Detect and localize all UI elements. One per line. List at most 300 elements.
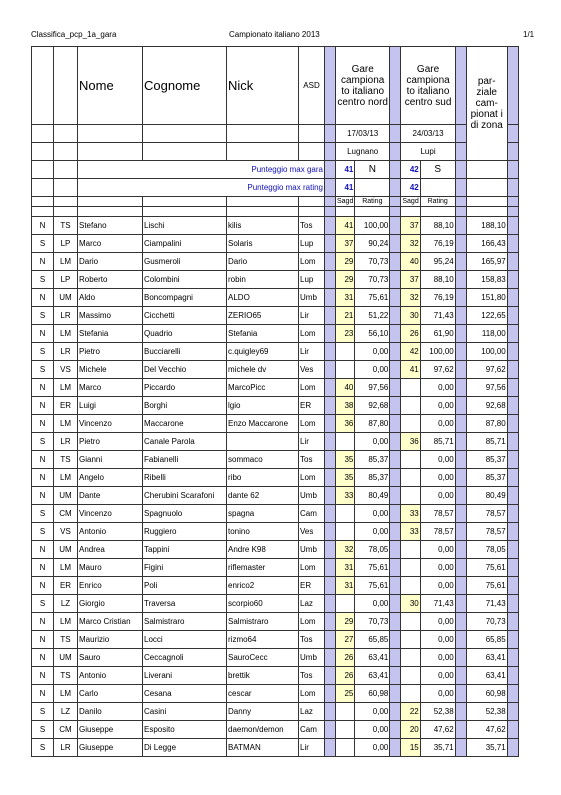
gara1-max-gara: 41 (336, 161, 355, 179)
column-separator (390, 631, 401, 649)
cell-gara2-rating: 0,00 (420, 577, 455, 595)
col-header-cognome: Cognome (143, 47, 227, 125)
column-separator (390, 541, 401, 559)
cell-nome: Angelo (78, 469, 143, 487)
column-separator (455, 577, 466, 595)
table-row (32, 379, 519, 397)
cell-nome: Massimo (78, 307, 143, 325)
cell-gara1-rating: 0,00 (355, 739, 390, 757)
cell-cognome: Locci (143, 631, 227, 649)
column-separator (325, 505, 336, 523)
cell-region: LM (54, 253, 78, 271)
cell-region: TS (54, 667, 78, 685)
cell-gara1-sagd (336, 433, 355, 451)
cell-region: LM (54, 379, 78, 397)
cell-cognome: Colombini (143, 271, 227, 289)
cell-nick: robin (227, 271, 299, 289)
column-separator (507, 271, 518, 289)
cell-asd: Umb (299, 289, 325, 307)
table-row (32, 649, 519, 667)
table-row (32, 469, 519, 487)
column-separator (507, 307, 518, 325)
cell-gara1-sagd: 26 (336, 667, 355, 685)
cell-zone: S (32, 703, 54, 721)
column-separator (325, 253, 336, 271)
cell-gara1-rating: 63,41 (355, 649, 390, 667)
gara1-zone: N (355, 161, 390, 179)
cell-gara1-sagd: 25 (336, 685, 355, 703)
cell-gara2-rating: 88,10 (420, 271, 455, 289)
cell-nick: Enzo Maccarone (227, 415, 299, 433)
cell-gara2-sagd (401, 487, 420, 505)
cell-nome: Giorgio (78, 595, 143, 613)
cell-gara1-rating: 0,00 (355, 343, 390, 361)
column-separator (390, 559, 401, 577)
cell-nome: Andrea (78, 541, 143, 559)
cell-nome: Giuseppe (78, 739, 143, 757)
standings-table (31, 46, 519, 757)
column-separator (507, 433, 518, 451)
cell-gara1-sagd: 35 (336, 469, 355, 487)
cell-cognome: Traversa (143, 595, 227, 613)
col-header-nome: Nome (78, 47, 143, 125)
cell-gara2-rating: 0,00 (420, 415, 455, 433)
cell-gara1-sagd (336, 523, 355, 541)
cell-asd: Tos (299, 667, 325, 685)
column-separator (390, 469, 401, 487)
table-row (32, 577, 519, 595)
cell-asd: Lir (299, 433, 325, 451)
cell-zone: S (32, 523, 54, 541)
column-separator (507, 487, 518, 505)
cell-gara1-rating: 70,73 (355, 613, 390, 631)
cell-total: 118,00 (466, 325, 507, 343)
gara1-place: Lugnano (336, 143, 390, 161)
table-row (32, 667, 519, 685)
cell-total: 158,83 (466, 271, 507, 289)
column-separator (325, 649, 336, 667)
table-row (32, 397, 519, 415)
cell-nome: Michele (78, 361, 143, 379)
cell-gara2-rating: 0,00 (420, 541, 455, 559)
table-row (32, 235, 519, 253)
column-separator (325, 235, 336, 253)
cell-gara2-rating: 97,62 (420, 361, 455, 379)
cell-asd: Umb (299, 649, 325, 667)
cell-zone: N (32, 289, 54, 307)
cell-cognome: Maccarone (143, 415, 227, 433)
cell-gara2-rating: 0,00 (420, 649, 455, 667)
cell-gara1-rating: 70,73 (355, 271, 390, 289)
cell-nick (227, 433, 299, 451)
table-row (32, 217, 519, 235)
column-separator (507, 595, 518, 613)
cell-region: LR (54, 307, 78, 325)
cell-region: ER (54, 397, 78, 415)
cell-zone: S (32, 505, 54, 523)
table-row (32, 595, 519, 613)
cell-gara2-rating: 35,71 (420, 739, 455, 757)
column-separator (455, 613, 466, 631)
column-separator (507, 613, 518, 631)
cell-nick: BATMAN (227, 739, 299, 757)
cell-zone: N (32, 667, 54, 685)
column-separator (325, 469, 336, 487)
cell-asd: Lom (299, 469, 325, 487)
cell-gara2-sagd (401, 541, 420, 559)
column-separator (325, 451, 336, 469)
cell-nome: Marco (78, 379, 143, 397)
cell-zone: S (32, 271, 54, 289)
gara2-place: Lupi (401, 143, 455, 161)
column-separator (390, 325, 401, 343)
cell-total: 85,37 (466, 451, 507, 469)
column-separator (325, 595, 336, 613)
column-separator (455, 451, 466, 469)
cell-nome: Gianni (78, 451, 143, 469)
cell-gara1-sagd: 23 (336, 325, 355, 343)
cell-gara2-sagd (401, 631, 420, 649)
cell-region: ER (54, 577, 78, 595)
column-separator (507, 415, 518, 433)
max-gara-label: Punteggio max gara (78, 161, 325, 179)
column-separator (390, 433, 401, 451)
cell-total: 87,80 (466, 415, 507, 433)
cell-gara1-rating: 85,37 (355, 451, 390, 469)
column-separator (455, 253, 466, 271)
cell-gara1-sagd: 29 (336, 271, 355, 289)
cell-gara2-sagd: 37 (401, 271, 420, 289)
cell-nome: Pietro (78, 343, 143, 361)
cell-gara1-sagd: 41 (336, 217, 355, 235)
cell-total: 85,37 (466, 469, 507, 487)
column-separator (507, 559, 518, 577)
cell-nome: Danilo (78, 703, 143, 721)
page-number: 1/1 (523, 30, 535, 39)
cell-gara1-sagd: 36 (336, 415, 355, 433)
cell-gara1-rating: 92,68 (355, 397, 390, 415)
column-separator (455, 505, 466, 523)
cell-asd: Cam (299, 505, 325, 523)
cell-gara1-rating: 0,00 (355, 433, 390, 451)
table-row (32, 523, 519, 541)
table-row (32, 325, 519, 343)
column-separator (455, 685, 466, 703)
cell-gara1-rating: 100,00 (355, 217, 390, 235)
cell-gara2-sagd: 41 (401, 361, 420, 379)
cell-asd: Umb (299, 487, 325, 505)
cell-region: LZ (54, 595, 78, 613)
table-header (32, 47, 519, 217)
document-name: Classifica_pcp_1a_gara (31, 30, 117, 39)
cell-gara1-rating: 0,00 (355, 595, 390, 613)
cell-cognome: Cicchetti (143, 307, 227, 325)
column-separator (390, 523, 401, 541)
cell-nick: Andre K98 (227, 541, 299, 559)
table-row (32, 559, 519, 577)
cell-nome: Stefania (78, 325, 143, 343)
column-separator (390, 253, 401, 271)
cell-gara2-sagd (401, 451, 420, 469)
cell-region: VS (54, 523, 78, 541)
cell-gara1-rating: 63,41 (355, 667, 390, 685)
gara2-max-gara: 42 (401, 161, 420, 179)
gara2-max-rating: 42 (401, 179, 420, 197)
cell-nome: Vincenzo (78, 505, 143, 523)
cell-cognome: Ceccagnoli (143, 649, 227, 667)
column-separator (390, 397, 401, 415)
cell-asd: Tos (299, 631, 325, 649)
cell-gara1-sagd (336, 343, 355, 361)
cell-nick: daemon/demon (227, 721, 299, 739)
column-separator (325, 379, 336, 397)
cell-asd: Lom (299, 253, 325, 271)
cell-nick: enrico2 (227, 577, 299, 595)
table-row (32, 253, 519, 271)
cell-cognome: Poli (143, 577, 227, 595)
column-separator (390, 487, 401, 505)
cell-total: 97,62 (466, 361, 507, 379)
table-row (32, 289, 519, 307)
zona-header: par-ziale cam-pionat i di zona (466, 47, 507, 161)
cell-region: UM (54, 289, 78, 307)
column-separator (390, 649, 401, 667)
cell-cognome: Ciampalini (143, 235, 227, 253)
cell-cognome: Del Vecchio (143, 361, 227, 379)
cell-total: 92,68 (466, 397, 507, 415)
cell-total: 188,10 (466, 217, 507, 235)
cell-gara1-rating: 0,00 (355, 361, 390, 379)
column-separator (325, 217, 336, 235)
table-row (32, 433, 519, 451)
cell-gara1-rating: 0,00 (355, 703, 390, 721)
cell-cognome: Di Legge (143, 739, 227, 757)
cell-gara2-sagd (401, 667, 420, 685)
cell-gara1-sagd: 31 (336, 559, 355, 577)
cell-cognome: Ruggiero (143, 523, 227, 541)
cell-total: 35,71 (466, 739, 507, 757)
column-separator (455, 307, 466, 325)
cell-gara2-sagd: 33 (401, 505, 420, 523)
cell-nick: cescar (227, 685, 299, 703)
cell-nome: Carlo (78, 685, 143, 703)
cell-gara1-sagd (336, 595, 355, 613)
cell-gara2-rating: 0,00 (420, 613, 455, 631)
cell-asd: Lom (299, 685, 325, 703)
cell-gara2-sagd: 15 (401, 739, 420, 757)
cell-gara2-sagd: 20 (401, 721, 420, 739)
column-separator (325, 559, 336, 577)
cell-cognome: Canale Parola (143, 433, 227, 451)
cell-nome: Luigi (78, 397, 143, 415)
cell-total: 80,49 (466, 487, 507, 505)
column-separator (507, 253, 518, 271)
cell-gara2-sagd (401, 559, 420, 577)
cell-zone: N (32, 325, 54, 343)
cell-nick: sommaco (227, 451, 299, 469)
cell-gara1-rating: 97,56 (355, 379, 390, 397)
gara1-rating-header: Rating (355, 197, 390, 207)
cell-gara2-sagd: 30 (401, 307, 420, 325)
cell-gara1-sagd (336, 739, 355, 757)
cell-gara1-rating: 80,49 (355, 487, 390, 505)
column-separator (325, 397, 336, 415)
column-separator (507, 703, 518, 721)
cell-total: 65,85 (466, 631, 507, 649)
cell-asd: Lom (299, 415, 325, 433)
cell-region: LR (54, 433, 78, 451)
cell-cognome: Ribelli (143, 469, 227, 487)
column-separator (325, 631, 336, 649)
cell-nick: Danny (227, 703, 299, 721)
cell-cognome: Esposito (143, 721, 227, 739)
cell-gara2-sagd: 32 (401, 289, 420, 307)
column-separator (325, 289, 336, 307)
cell-zone: N (32, 379, 54, 397)
column-separator (390, 685, 401, 703)
cell-asd: Umb (299, 541, 325, 559)
cell-asd: Tos (299, 217, 325, 235)
column-separator (455, 649, 466, 667)
column-separator (507, 325, 518, 343)
cell-nick: brettik (227, 667, 299, 685)
cell-zone: S (32, 235, 54, 253)
table-row (32, 631, 519, 649)
cell-cognome: Salmistraro (143, 613, 227, 631)
cell-gara1-sagd: 31 (336, 289, 355, 307)
cell-asd: Lir (299, 307, 325, 325)
column-separator (507, 523, 518, 541)
column-separator (507, 541, 518, 559)
cell-cognome: Piccardo (143, 379, 227, 397)
cell-gara1-sagd (336, 703, 355, 721)
cell-gara1-sagd: 40 (336, 379, 355, 397)
column-separator (390, 343, 401, 361)
column-separator (325, 343, 336, 361)
column-separator (455, 469, 466, 487)
cell-asd: Laz (299, 595, 325, 613)
cell-gara1-rating: 75,61 (355, 559, 390, 577)
column-separator (455, 541, 466, 559)
cell-gara2-rating: 0,00 (420, 667, 455, 685)
column-separator (507, 289, 518, 307)
column-separator (455, 397, 466, 415)
cell-gara1-sagd: 31 (336, 577, 355, 595)
cell-region: TS (54, 631, 78, 649)
column-separator (507, 721, 518, 739)
cell-total: 78,57 (466, 505, 507, 523)
cell-zone: N (32, 487, 54, 505)
cell-nick: lgio (227, 397, 299, 415)
cell-gara2-sagd (401, 685, 420, 703)
cell-gara1-sagd: 32 (336, 541, 355, 559)
column-separator (507, 361, 518, 379)
cell-gara2-sagd: 26 (401, 325, 420, 343)
cell-zone: S (32, 307, 54, 325)
cell-nick: Solaris (227, 235, 299, 253)
cell-zone: S (32, 361, 54, 379)
column-separator (455, 667, 466, 685)
cell-region: LM (54, 685, 78, 703)
cell-nick: michele dv (227, 361, 299, 379)
cell-asd: Lom (299, 559, 325, 577)
cell-cognome: Lischi (143, 217, 227, 235)
table-body (32, 217, 519, 757)
cell-nick: ALDO (227, 289, 299, 307)
column-separator (507, 379, 518, 397)
cell-gara2-rating: 0,00 (420, 451, 455, 469)
column-separator (507, 343, 518, 361)
cell-nick: dante 62 (227, 487, 299, 505)
col-header-asd: ASD (299, 47, 325, 125)
column-separator (455, 487, 466, 505)
table-row (32, 487, 519, 505)
cell-gara2-rating: 0,00 (420, 487, 455, 505)
cell-gara2-rating: 47,62 (420, 721, 455, 739)
gara1-title: Gare campiona to italiano centro nord (336, 47, 390, 125)
cell-asd: Lom (299, 379, 325, 397)
cell-zone: N (32, 577, 54, 595)
cell-region: VS (54, 361, 78, 379)
table-row (32, 739, 519, 757)
cell-asd: Tos (299, 451, 325, 469)
cell-cognome: Borghi (143, 397, 227, 415)
column-separator (325, 721, 336, 739)
cell-total: 122,65 (466, 307, 507, 325)
column-separator (455, 739, 466, 757)
gara2-title: Gare campiona to italiano centro sud (401, 47, 455, 125)
cell-nick: Salmistraro (227, 613, 299, 631)
gara2-zone: S (420, 161, 455, 179)
table-row (32, 307, 519, 325)
cell-gara1-rating: 65,85 (355, 631, 390, 649)
cell-zone: N (32, 397, 54, 415)
table-row (32, 343, 519, 361)
cell-gara2-rating: 78,57 (420, 505, 455, 523)
column-separator (455, 721, 466, 739)
column-separator (507, 577, 518, 595)
cell-zone: S (32, 343, 54, 361)
column-separator (507, 631, 518, 649)
column-separator (455, 595, 466, 613)
cell-total: 75,61 (466, 559, 507, 577)
cell-asd: Laz (299, 703, 325, 721)
cell-cognome: Bucciarelli (143, 343, 227, 361)
cell-zone: S (32, 433, 54, 451)
column-separator (390, 217, 401, 235)
cell-total: 165,97 (466, 253, 507, 271)
table-row (32, 703, 519, 721)
column-separator (325, 613, 336, 631)
cell-nome: Maurizio (78, 631, 143, 649)
column-separator (390, 379, 401, 397)
max-rating-label: Punteggio max rating (78, 179, 325, 197)
column-separator (455, 703, 466, 721)
document-title: Campionato italiano 2013 (229, 30, 320, 39)
cell-asd: Lir (299, 739, 325, 757)
cell-gara1-rating: 0,00 (355, 523, 390, 541)
cell-nick: Stefania (227, 325, 299, 343)
cell-region: LZ (54, 703, 78, 721)
column-separator (507, 217, 518, 235)
gara2-date: 24/03/13 (401, 125, 455, 143)
cell-nome: Dario (78, 253, 143, 271)
cell-nome: Aldo (78, 289, 143, 307)
cell-asd: Lom (299, 325, 325, 343)
cell-gara2-rating: 76,19 (420, 235, 455, 253)
cell-nome: Antonio (78, 667, 143, 685)
column-separator (507, 685, 518, 703)
